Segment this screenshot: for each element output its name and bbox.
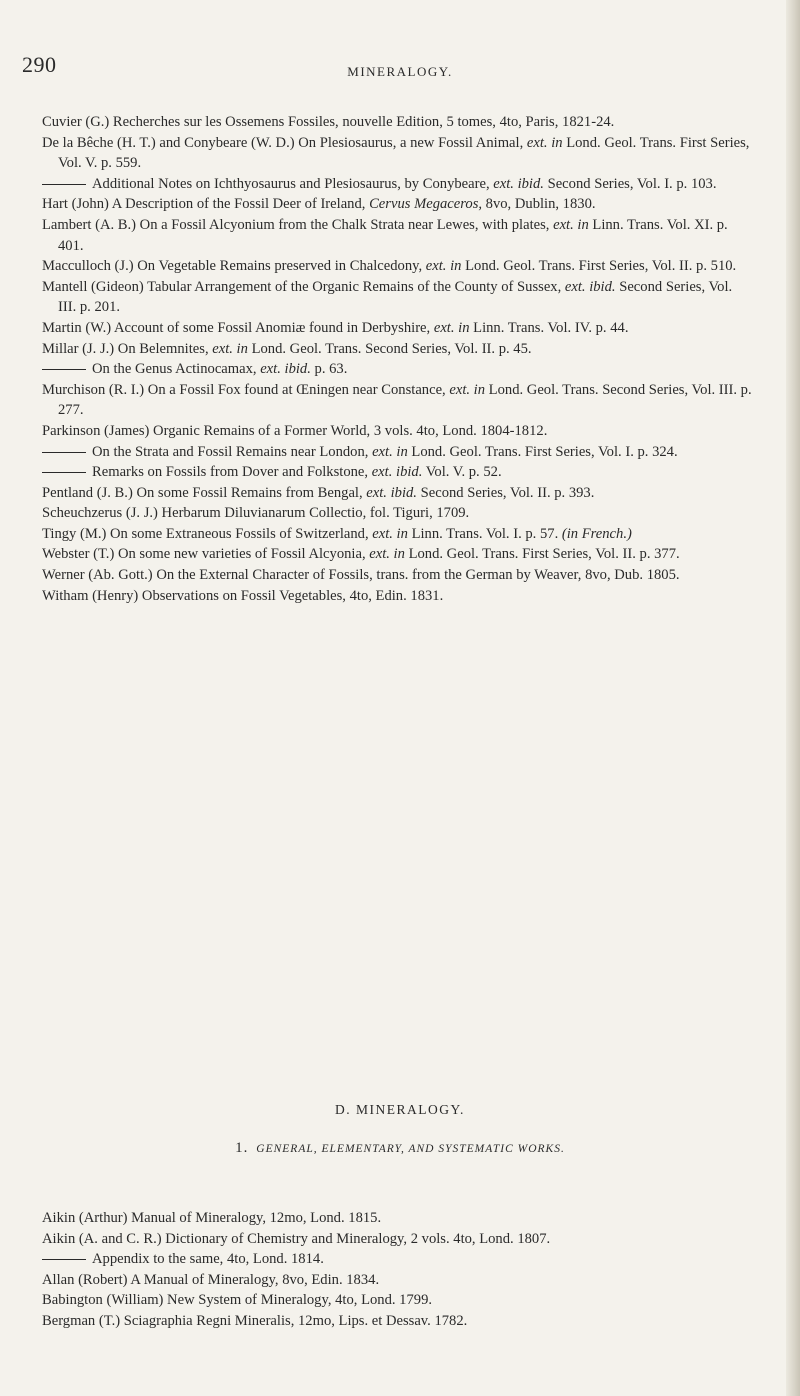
entry-text: Cuvier (G.) Recherches sur les Ossemens Fossiles, nouvelle Edition, 5 tomes, 4to, Paris, 1821-24. <box>42 114 615 130</box>
entry-italic-text: ext. in <box>526 134 563 151</box>
entry-italic-text: ext. in <box>449 381 486 398</box>
entry-text: Remarks on Fossils from Dover and Folkstone, <box>92 464 372 481</box>
entry-text: Witham (Henry) Observations on Fossil Vegetables, 4to, Edin. 1831. <box>42 587 444 604</box>
entry-italic-text: ext. ibid. <box>371 464 423 481</box>
entry-text: On the Genus Actinocamax, <box>92 361 261 378</box>
entry-text: Second Series, Vol. I. p. 103. <box>543 175 717 192</box>
entry-italic-text: ext. in <box>553 216 589 233</box>
entry-text: p. 63. <box>310 361 348 378</box>
bibliography-entry <box>42 277 754 318</box>
bibliography-entry <box>42 1290 754 1311</box>
bibliography-entry <box>42 133 754 174</box>
bibliography-entry <box>42 483 754 504</box>
entry-italic-text: ext. in <box>369 546 405 563</box>
entry-text: Pentland (J. B.) On some Fossil Remains from Bengal, <box>42 484 367 501</box>
entry-text: Additional Notes on Ichthyosaurus and Plesiosaurus, by Conybeare, <box>92 175 494 192</box>
bibliography-entry <box>42 1270 754 1291</box>
bibliography-entry <box>42 586 754 607</box>
entry-italic-text: ext. in <box>433 319 470 336</box>
entry-text: Linn. Trans. Vol. I. p. 57. <box>407 525 562 542</box>
bibliography-entry <box>42 1229 754 1250</box>
entry-text: 8vo, Dublin, 1830. <box>482 196 596 213</box>
entry-italic-text: ext. ibid. <box>493 175 544 192</box>
entry-text: Aikin (A. and C. R.) Dictionary of Chemistry and Mineralogy, 2 vols. 4to, Lond. 1807. <box>42 1230 551 1247</box>
bibliography-entry <box>42 256 754 277</box>
ditto-dash <box>42 369 86 370</box>
entry-text: Bergman (T.) Sciagraphia Regni Mineralis, 12mo, Lips. et Dessav. 1782. <box>42 1312 468 1329</box>
bibliography-entry <box>42 1311 754 1332</box>
bibliography-entry <box>42 1249 754 1270</box>
bibliography-entry <box>42 503 754 524</box>
entry-text: Linn. Trans. Vol. IV. p. 44. <box>469 319 629 336</box>
entry-italic-text: ext. ibid. <box>260 361 311 378</box>
page-edge <box>786 0 800 1396</box>
entry-italic-text: ext. in <box>425 258 462 275</box>
entry-text: Murchison (R. I.) On a Fossil Fox found at Œningen near Constance, <box>42 381 450 398</box>
bibliography-entry <box>42 421 754 442</box>
bibliography-entry <box>42 215 754 256</box>
entry-text: Lambert (A. B.) On a Fossil Alcyonium from the Chalk Strata near Lewes, with plates, <box>42 216 554 233</box>
entry-text: Parkinson (James) Organic Remains of a Former World, 3 vols. 4to, Lond. 1804-1812. <box>42 422 548 439</box>
entry-italic-text: ext. in <box>212 340 248 357</box>
entry-text: Linn. Trans. Vol. XI. p. 401. <box>58 216 728 254</box>
bibliography-entry <box>42 1208 754 1229</box>
entry-text: Second Series, Vol. III. p. 201. <box>58 278 733 316</box>
bibliography-entry <box>42 524 754 545</box>
bibliography-entry <box>42 339 754 360</box>
entry-text: Second Series, Vol. II. p. 393. <box>416 484 595 501</box>
entry-text: Lond. Geol. Trans. Second Series, Vol. II. p. 45. <box>247 340 532 357</box>
entry-text: Babington (William) New System of Mineralogy, 4to, Lond. 1799. <box>42 1292 433 1309</box>
entry-text: Appendix to the same, 4to, Lond. 1814. <box>92 1251 324 1268</box>
entry-text: Lond. Geol. Trans. First Series, Vol. I. p. 324. <box>407 443 678 460</box>
entry-text: Lond. Geol. Trans. First Series, Vol. II. p. 510. <box>461 258 737 275</box>
ditto-dash <box>42 452 86 453</box>
entry-text: On the Strata and Fossil Remains near London, <box>92 443 373 460</box>
entry-italic-text: (in French.) <box>561 525 632 542</box>
entry-text: Millar (J. J.) On Belemnites, <box>42 340 213 357</box>
entry-text: Aikin (Arthur) Manual of Mineralogy, 12mo, Lond. 1815. <box>42 1210 382 1226</box>
subsection-title: GENERAL, ELEMENTARY, AND SYSTEMATIC WORKS. <box>256 1143 565 1155</box>
page-number: 290 <box>22 52 57 77</box>
ditto-dash <box>42 472 86 473</box>
bibliography-entry <box>42 174 754 195</box>
entry-text: Vol. V. p. 52. <box>422 464 502 481</box>
entry-text: Martin (W.) Account of some Fossil Anomiæ found in Derbyshire, <box>42 319 434 336</box>
subsection-number: 1. <box>235 1140 249 1156</box>
entry-text: Lond. Geol. Trans. First Series, Vol. II. p. 377. <box>404 546 680 563</box>
bibliography-entry <box>42 462 754 483</box>
entry-text: Allan (Robert) A Manual of Mineralogy, 8vo, Edin. 1834. <box>42 1271 380 1288</box>
entry-text: Scheuchzerus (J. J.) Herbarum Diluvianarum Collectio, fol. Tiguri, 1709. <box>42 505 470 522</box>
ditto-dash <box>42 184 86 185</box>
bibliography-entry <box>42 565 754 586</box>
bibliography-entry <box>42 442 754 463</box>
entry-italic-text: ext. ibid. <box>564 278 616 295</box>
bibliography-entry <box>42 194 754 215</box>
entry-text: Werner (Ab. Gott.) On the External Character of Fossils, trans. from the German by Weaver, 8vo, Dub. 1805. <box>42 567 680 584</box>
bibliography-entry <box>42 544 754 565</box>
ditto-dash <box>42 1259 86 1260</box>
entry-text: De la Bêche (H. T.) and Conybeare (W. D.) On Plesiosaurus, a new Fossil Animal, <box>42 134 527 151</box>
entry-text: Hart (John) A Description of the Fossil Deer of Ireland, <box>42 196 370 213</box>
entry-text: Lond. Geol. Trans. First Series, Vol. V. p. 559. <box>58 134 750 172</box>
section-heading: D. MINERALOGY. <box>335 1102 465 1117</box>
bibliography-entry <box>42 380 754 421</box>
entry-text: Lond. Geol. Trans. Second Series, Vol. III. p. 277. <box>58 381 752 419</box>
entry-italic-text: ext. ibid. <box>366 484 417 501</box>
bibliography-entry <box>42 318 754 339</box>
running-head: MINERALOGY. <box>347 64 453 79</box>
entry-italic-text: Cervus Megaceros, <box>369 196 483 213</box>
entry-italic-text: ext. in <box>372 525 408 542</box>
entry-text: Mantell (Gideon) Tabular Arrangement of the Organic Remains of the County of Sussex, <box>42 278 565 295</box>
bibliography-entry <box>42 112 754 133</box>
bibliography-list-mineralogy <box>42 1208 754 1332</box>
entry-text: Tingy (M.) On some Extraneous Fossils of Switzerland, <box>42 525 373 542</box>
entry-italic-text: ext. in <box>372 443 408 460</box>
entry-text: Macculloch (J.) On Vegetable Remains preserved in Chalcedony, <box>42 258 426 275</box>
bibliography-entry <box>42 359 754 380</box>
bibliography-list-fossils <box>42 112 754 606</box>
entry-text: Webster (T.) On some new varieties of Fossil Alcyonia, <box>42 546 370 563</box>
subsection-heading <box>0 1140 800 1157</box>
